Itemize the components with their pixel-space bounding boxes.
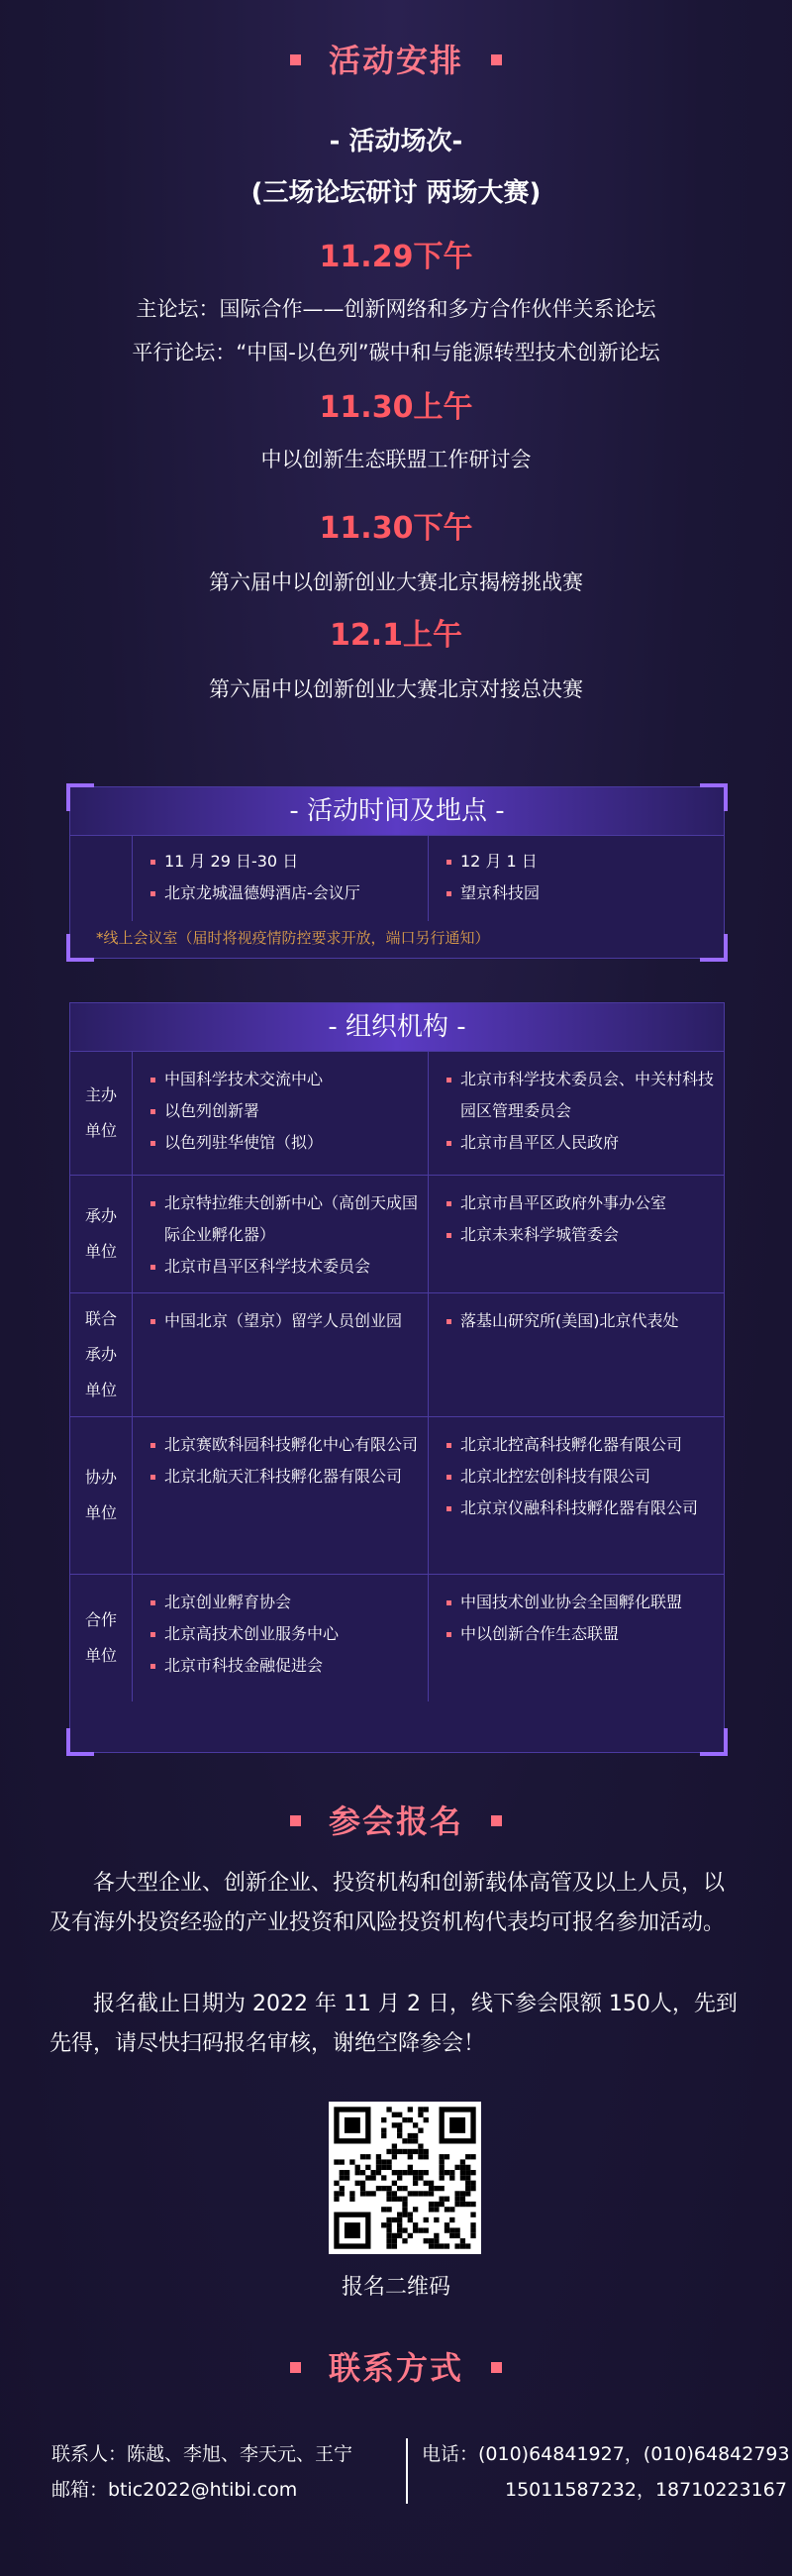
list-item: 中以创新合作生态联盟 [446,1618,714,1650]
list-item: 中国北京（望京）留学人员创业园 [150,1305,418,1337]
list-item: 北京市昌平区政府外事办公室 [446,1187,714,1219]
list-item: 北京龙城温德姆酒店-会议厅 [150,877,418,909]
time-place-row [70,835,724,921]
org-row-label: 合作 单位 [70,1575,133,1701]
org-col-right [428,1575,724,1701]
list-item: 北京高技术创业服务中心 [150,1618,418,1650]
org-col-left [133,1293,428,1416]
time-place-label [70,836,133,921]
contact-people: 联系人：陈越、李旭、李天元、王宁 [51,2443,353,2465]
org-row [70,1574,724,1701]
session-3-line-1: 第六届中以创新创业大赛北京揭榜挑战赛 [209,570,583,594]
time-2: 11.30上午 [319,390,473,425]
organization-table [70,1051,724,1701]
square-bullet-icon [290,1815,301,1826]
square-bullet-icon [491,2362,502,2373]
square-bullet-icon [491,1815,502,1826]
session-4-line-1: 第六届中以创新创业大赛北京对接总决赛 [209,677,583,701]
list-item: 12 月 1 日 [446,846,714,877]
list-item: 北京市昌平区人民政府 [446,1127,714,1159]
register-title: 参会报名 [0,1797,792,1842]
register-paragraph-2: 报名截止日期为 2022 年 11 月 2 日，线下参会限额 150人，先到先得，请尽快扫码报名审核，谢绝空降参会！ [50,1992,738,2056]
time-place-title: - 活动时间及地点 - [70,787,724,835]
list-item: 以色列驻华使馆（拟） [150,1127,418,1159]
organization-title: - 组织机构 - [70,1003,724,1051]
time-3: 11.30下午 [319,511,473,546]
org-col-left [133,1176,428,1292]
org-col-right [428,1176,724,1292]
org-row [70,1292,724,1416]
time-4: 12.1上午 [329,618,463,653]
list-item: 北京市昌平区科学技术委员会 [150,1251,418,1283]
org-row [70,1416,724,1574]
divider [406,2438,408,2504]
online-note: *线上会议室（届时将视疫情防控要求开放，端口另行通知） [96,929,490,947]
list-item: 中国技术创业协会全国孵化联盟 [446,1587,714,1618]
list-item: 望京科技园 [446,877,714,909]
contact-title: 联系方式 [0,2343,792,2389]
session-1-line-1: 主论坛：国际合作——创新网络和多方合作伙伴关系论坛 [136,297,656,321]
schedule-title: 活动安排 [0,36,792,81]
session-summary: (三场论坛研讨 两场大赛) [250,178,542,208]
org-row [70,1051,724,1175]
register-paragraph-1: 各大型企业、创新企业、投资机构和创新载体高管及以上人员，以及有海外投资经验的产业投资和风险投资机构代表均可报名参加活动。 [50,1871,726,1935]
org-row-label: 承办 单位 [70,1176,133,1292]
square-bullet-icon [290,2362,301,2373]
org-row-label: 联合 承办 单位 [70,1293,133,1416]
list-item: 北京北控高科技孵化器有限公司 [446,1429,714,1461]
org-col-left [133,1417,428,1574]
organization-box [69,1002,725,1753]
org-row [70,1175,724,1292]
list-item: 北京市科学技术委员会、中关村科技园区管理委员会 [446,1064,714,1127]
list-item: 落基山研究所(美国)北京代表处 [446,1305,714,1337]
list-item: 北京创业孵育协会 [150,1587,418,1618]
session-2-line-1: 中以创新生态联盟工作研讨会 [260,448,532,471]
square-bullet-icon [290,54,301,65]
list-item: 北京市科技金融促进会 [150,1650,418,1682]
list-item: 北京京仪融科科技孵化器有限公司 [446,1493,714,1524]
contact-phone-2[interactable]: 15011587232，18710223167 [505,2479,787,2501]
session-subtitle: - 活动场次- [329,127,463,156]
list-item: 北京特拉维夫创新中心（高创天成国际企业孵化器） [150,1187,418,1251]
list-item: 中国科学技术交流中心 [150,1064,418,1095]
list-item: 11 月 29 日-30 日 [150,846,418,877]
org-row-label: 主办 单位 [70,1052,133,1175]
list-item: 北京未来科学城管委会 [446,1219,714,1251]
time-place-right [428,836,724,921]
org-col-right [428,1293,724,1416]
session-1-line-2: 平行论坛：“中国-以色列”碳中和与能源转型技术创新论坛 [132,341,660,364]
time-place-box [69,786,725,959]
org-col-right [428,1052,724,1175]
time-place-left [133,836,428,921]
org-col-right [428,1417,724,1574]
time-1: 11.29下午 [319,240,473,274]
org-col-left [133,1575,428,1701]
org-row-label: 协办 单位 [70,1417,133,1574]
list-item: 北京赛欧科园科技孵化中心有限公司 [150,1429,418,1461]
qr-caption: 报名二维码 [341,2275,450,2300]
list-item: 北京北控宏创科技有限公司 [446,1461,714,1493]
contact-phone-1[interactable]: 电话：(010)64841927，(010)64842793 [422,2443,790,2465]
qr-code-icon[interactable] [329,2102,481,2254]
list-item: 以色列创新署 [150,1095,418,1127]
org-col-left [133,1052,428,1175]
contact-email[interactable]: 邮箱：btic2022@htibi.com [51,2479,298,2501]
list-item: 北京北航天汇科技孵化器有限公司 [150,1461,418,1493]
square-bullet-icon [491,54,502,65]
